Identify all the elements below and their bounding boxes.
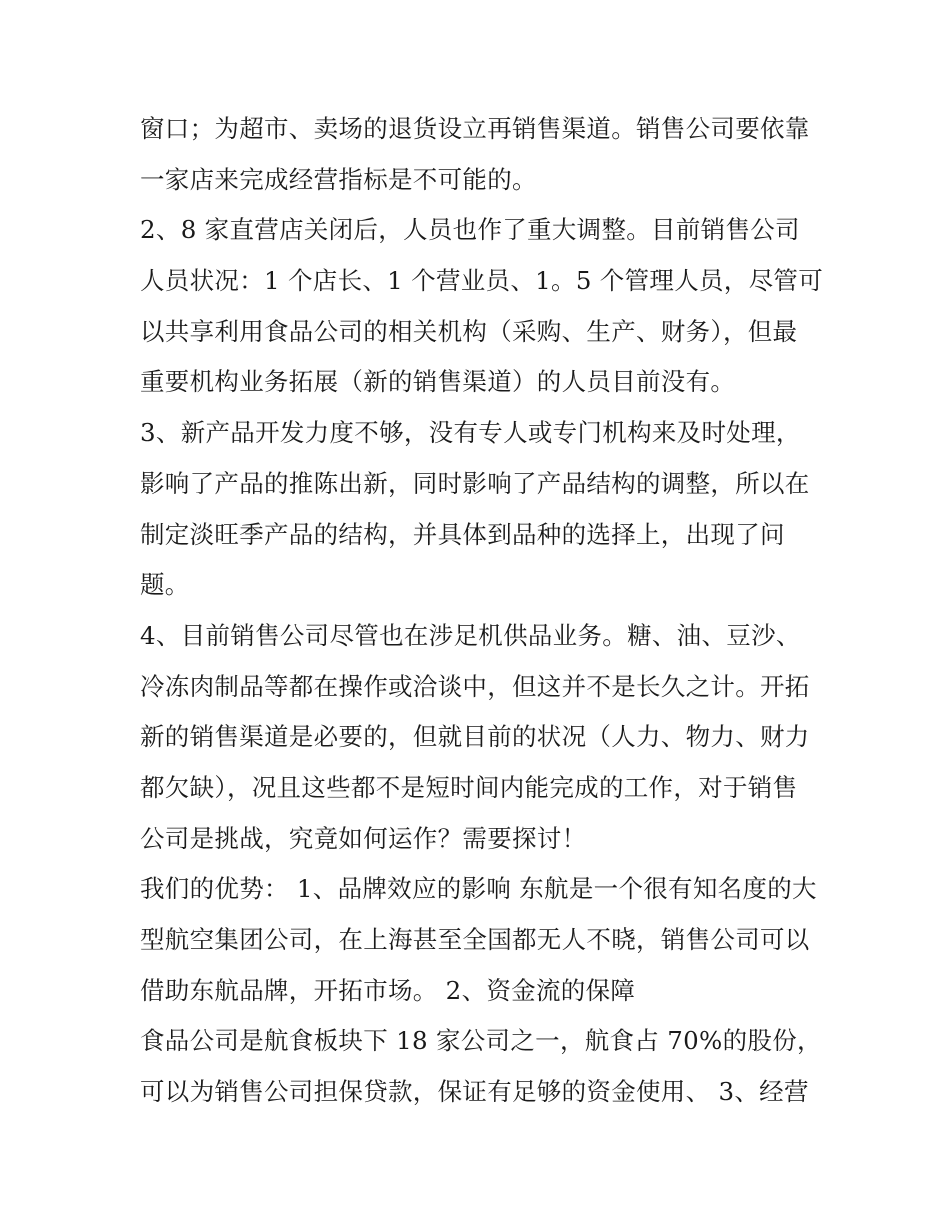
text-line: 窗口；为超市、卖场的退货设立再销售渠道。销售公司要依靠 <box>140 114 810 143</box>
text-line: 新的销售渠道是必要的，但就目前的状况（人力、物力、财力 <box>140 722 810 752</box>
text-line: 重要机构业务拓展（新的销售渠道）的人员目前没有。 <box>140 367 736 397</box>
text-line: 型航空集团公司，在上海甚至全国都无人不晓，销售公司可以 <box>140 925 810 954</box>
text-line: 我们的优势： 1、品牌效应的影响 东航是一个很有知名度的大 <box>140 874 817 904</box>
text-line: 题。 <box>140 570 190 600</box>
document-body <box>140 104 830 1118</box>
text-line: 人员状况：1 个店长、1 个营业员、1。5 个管理人员，尽管可 <box>140 266 824 296</box>
text-line: 一家店来完成经营指标是不可能的。 <box>140 164 537 194</box>
text-line: 借助东航品牌，开拓市场。 2、资金流的保障 <box>140 975 636 1005</box>
text-line: 2、8 家直营店关闭后，人员也作了重大调整。目前销售公司 <box>140 215 800 245</box>
text-line: 冷冻肉制品等都在操作或洽谈中，但这并不是长久之计。开拓 <box>140 671 810 701</box>
text-line: 以共享利用食品公司的相关机构（采购、生产、财务），但最 <box>140 316 798 346</box>
text-line: 制定淡旺季产品的结构，并具体到品种的选择上，出现了问 <box>140 519 785 549</box>
text-line: 都欠缺），况且这些都不是短时间内能完成的工作，对于销售 <box>140 772 798 802</box>
text-line: 3、新产品开发力度不够，没有专人或专门机构来及时处理， <box>140 418 801 448</box>
text-line: 食品公司是航食板块下 18 家公司之一，航食占 70%的股份， <box>140 1026 822 1056</box>
text-line: 4、目前销售公司尽管也在涉足机供品业务。糖、油、豆沙、 <box>140 620 801 650</box>
text-line: 公司是挑战，究竟如何运作？需要探讨！ <box>140 823 587 853</box>
text-line: 影响了产品的推陈出新，同时影响了产品结构的调整，所以在 <box>140 468 810 498</box>
text-line: 可以为销售公司担保贷款，保证有足够的资金使用、 3、经营 <box>140 1077 809 1107</box>
